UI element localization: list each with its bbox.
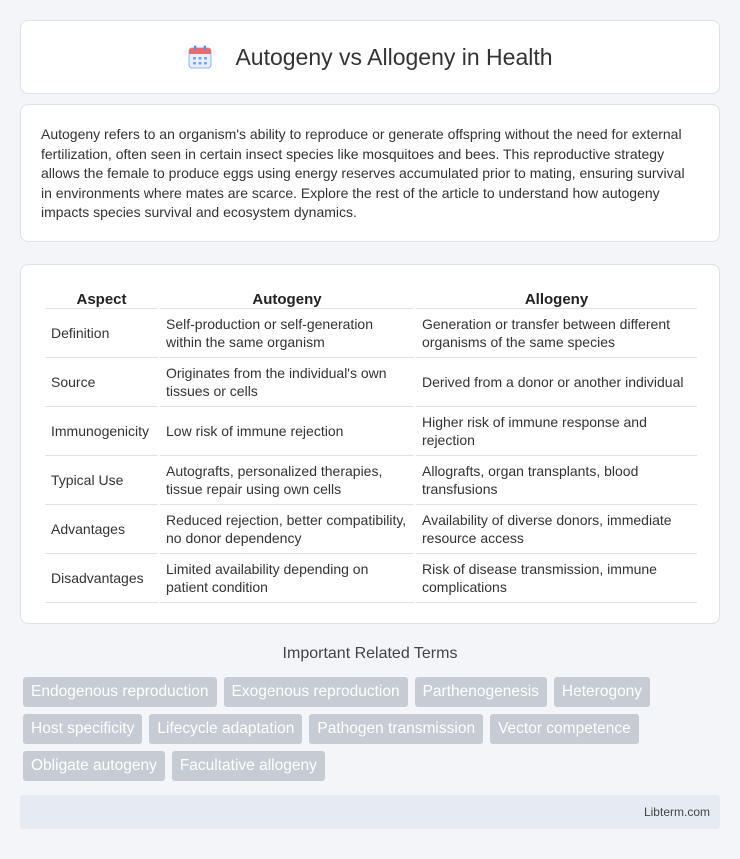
comparison-table	[43, 285, 699, 603]
related-term-tag[interactable]: Vector competence	[490, 714, 639, 744]
cell-autogeny: Low risk of immune rejection	[160, 407, 414, 456]
table-header-row	[45, 285, 697, 309]
page-title: Autogeny vs Allogeny in Health	[235, 43, 553, 70]
comparison-table-card	[20, 264, 720, 624]
intro-card	[20, 104, 720, 242]
related-term-tag[interactable]: Exogenous reproduction	[224, 677, 408, 707]
related-term-tag[interactable]: Facultative allogeny	[172, 751, 325, 781]
cell-aspect: Advantages	[45, 505, 158, 554]
cell-aspect: Definition	[45, 309, 158, 358]
cell-autogeny: Self-production or self-generation within the same organism	[160, 309, 414, 358]
cell-allogeny: Higher risk of immune response and rejection	[416, 407, 697, 456]
cell-aspect: Immunogenicity	[45, 407, 158, 456]
cell-autogeny: Limited availability depending on patient condition	[160, 554, 414, 603]
related-term-tag[interactable]: Obligate autogeny	[23, 751, 165, 781]
cell-aspect: Typical Use	[45, 456, 158, 505]
cell-allogeny: Availability of diverse donors, immediate resource access	[416, 505, 697, 554]
footer-site-link[interactable]: Libterm.com	[643, 805, 710, 819]
footer	[20, 795, 720, 829]
related-term-tag[interactable]: Host specificity	[23, 714, 142, 744]
intro-paragraph: Autogeny refers to an organism's ability to reproduce or generate offspring without the need for external fertilization, often seen in certain insect species like mosquitoes and bees. This reproductive strategy allows the female to produce eggs using energy reserves accumulated prior to mating, ensuring survival in environments where mates are scarce. Explore the rest of the article to understand how autogeny impacts species survival and ecosystem dynamics.	[41, 126, 685, 220]
cell-allogeny: Allografts, organ transplants, blood transfusions	[416, 456, 697, 505]
cell-aspect: Source	[45, 358, 158, 407]
table-row	[45, 505, 697, 554]
related-terms-title: Important Related Terms	[282, 645, 458, 662]
header-card	[20, 20, 720, 94]
cell-autogeny: Originates from the individual's own tissues or cells	[160, 358, 414, 407]
related-term-tag[interactable]: Endogenous reproduction	[23, 677, 217, 707]
related-terms-list	[23, 677, 723, 781]
cell-allogeny: Derived from a donor or another individual	[416, 358, 697, 407]
header-autogeny: Autogeny	[160, 285, 414, 309]
related-term-tag[interactable]: Lifecycle adaptation	[149, 714, 302, 744]
cell-aspect: Disadvantages	[45, 554, 158, 603]
cell-allogeny: Risk of disease transmission, immune complications	[416, 554, 697, 603]
cell-autogeny: Reduced rejection, better compatibility, no donor dependency	[160, 505, 414, 554]
related-term-tag[interactable]: Parthenogenesis	[415, 677, 547, 707]
table-row	[45, 407, 697, 456]
table-row	[45, 554, 697, 603]
related-term-tag[interactable]: Heterogony	[554, 677, 650, 707]
header-allogeny: Allogeny	[416, 285, 697, 309]
table-row	[45, 456, 697, 505]
related-term-tag[interactable]: Pathogen transmission	[309, 714, 483, 744]
cell-allogeny: Generation or transfer between different organisms of the same species	[416, 309, 697, 358]
header-aspect: Aspect	[45, 285, 158, 309]
table-row	[45, 358, 697, 407]
calendar-icon	[187, 44, 213, 70]
table-row	[45, 309, 697, 358]
cell-autogeny: Autografts, personalized therapies, tissue repair using own cells	[160, 456, 414, 505]
